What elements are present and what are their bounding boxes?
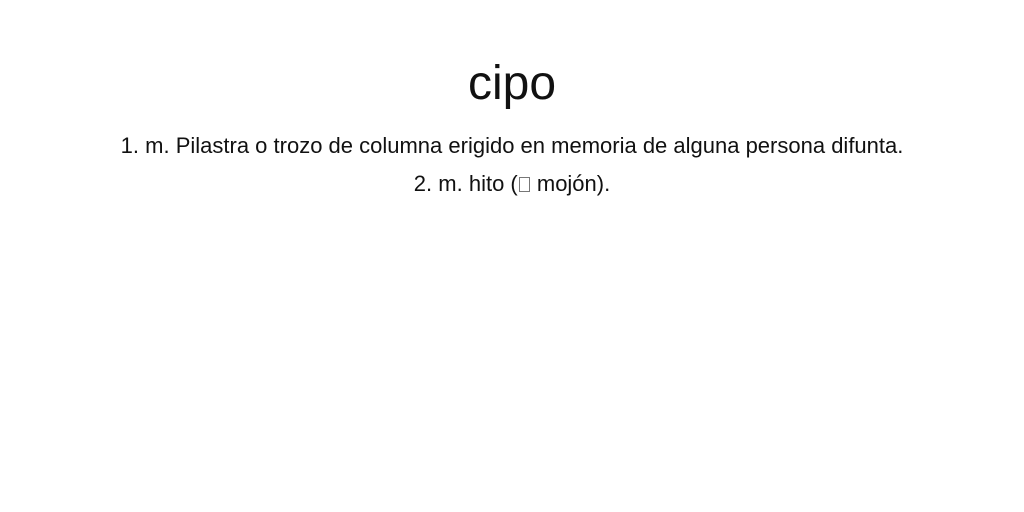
definition-1-number: 1. [120, 133, 139, 158]
definition-2 [0, 169, 1024, 199]
definition-2-grammar: m. [438, 171, 463, 196]
definition-1-grammar: m. [145, 133, 170, 158]
headword: cipo [467, 57, 557, 110]
definition-1-text: Pilastra o trozo de columna erigido en memoria de alguna persona difunta. [175, 133, 904, 158]
definition-2-text-after: mojón). [530, 171, 611, 196]
missing-glyph-icon [519, 177, 530, 192]
definition-2-text-before: hito ( [468, 171, 518, 196]
definition-2-number: 2. [413, 171, 433, 196]
definition-1 [0, 131, 1024, 161]
